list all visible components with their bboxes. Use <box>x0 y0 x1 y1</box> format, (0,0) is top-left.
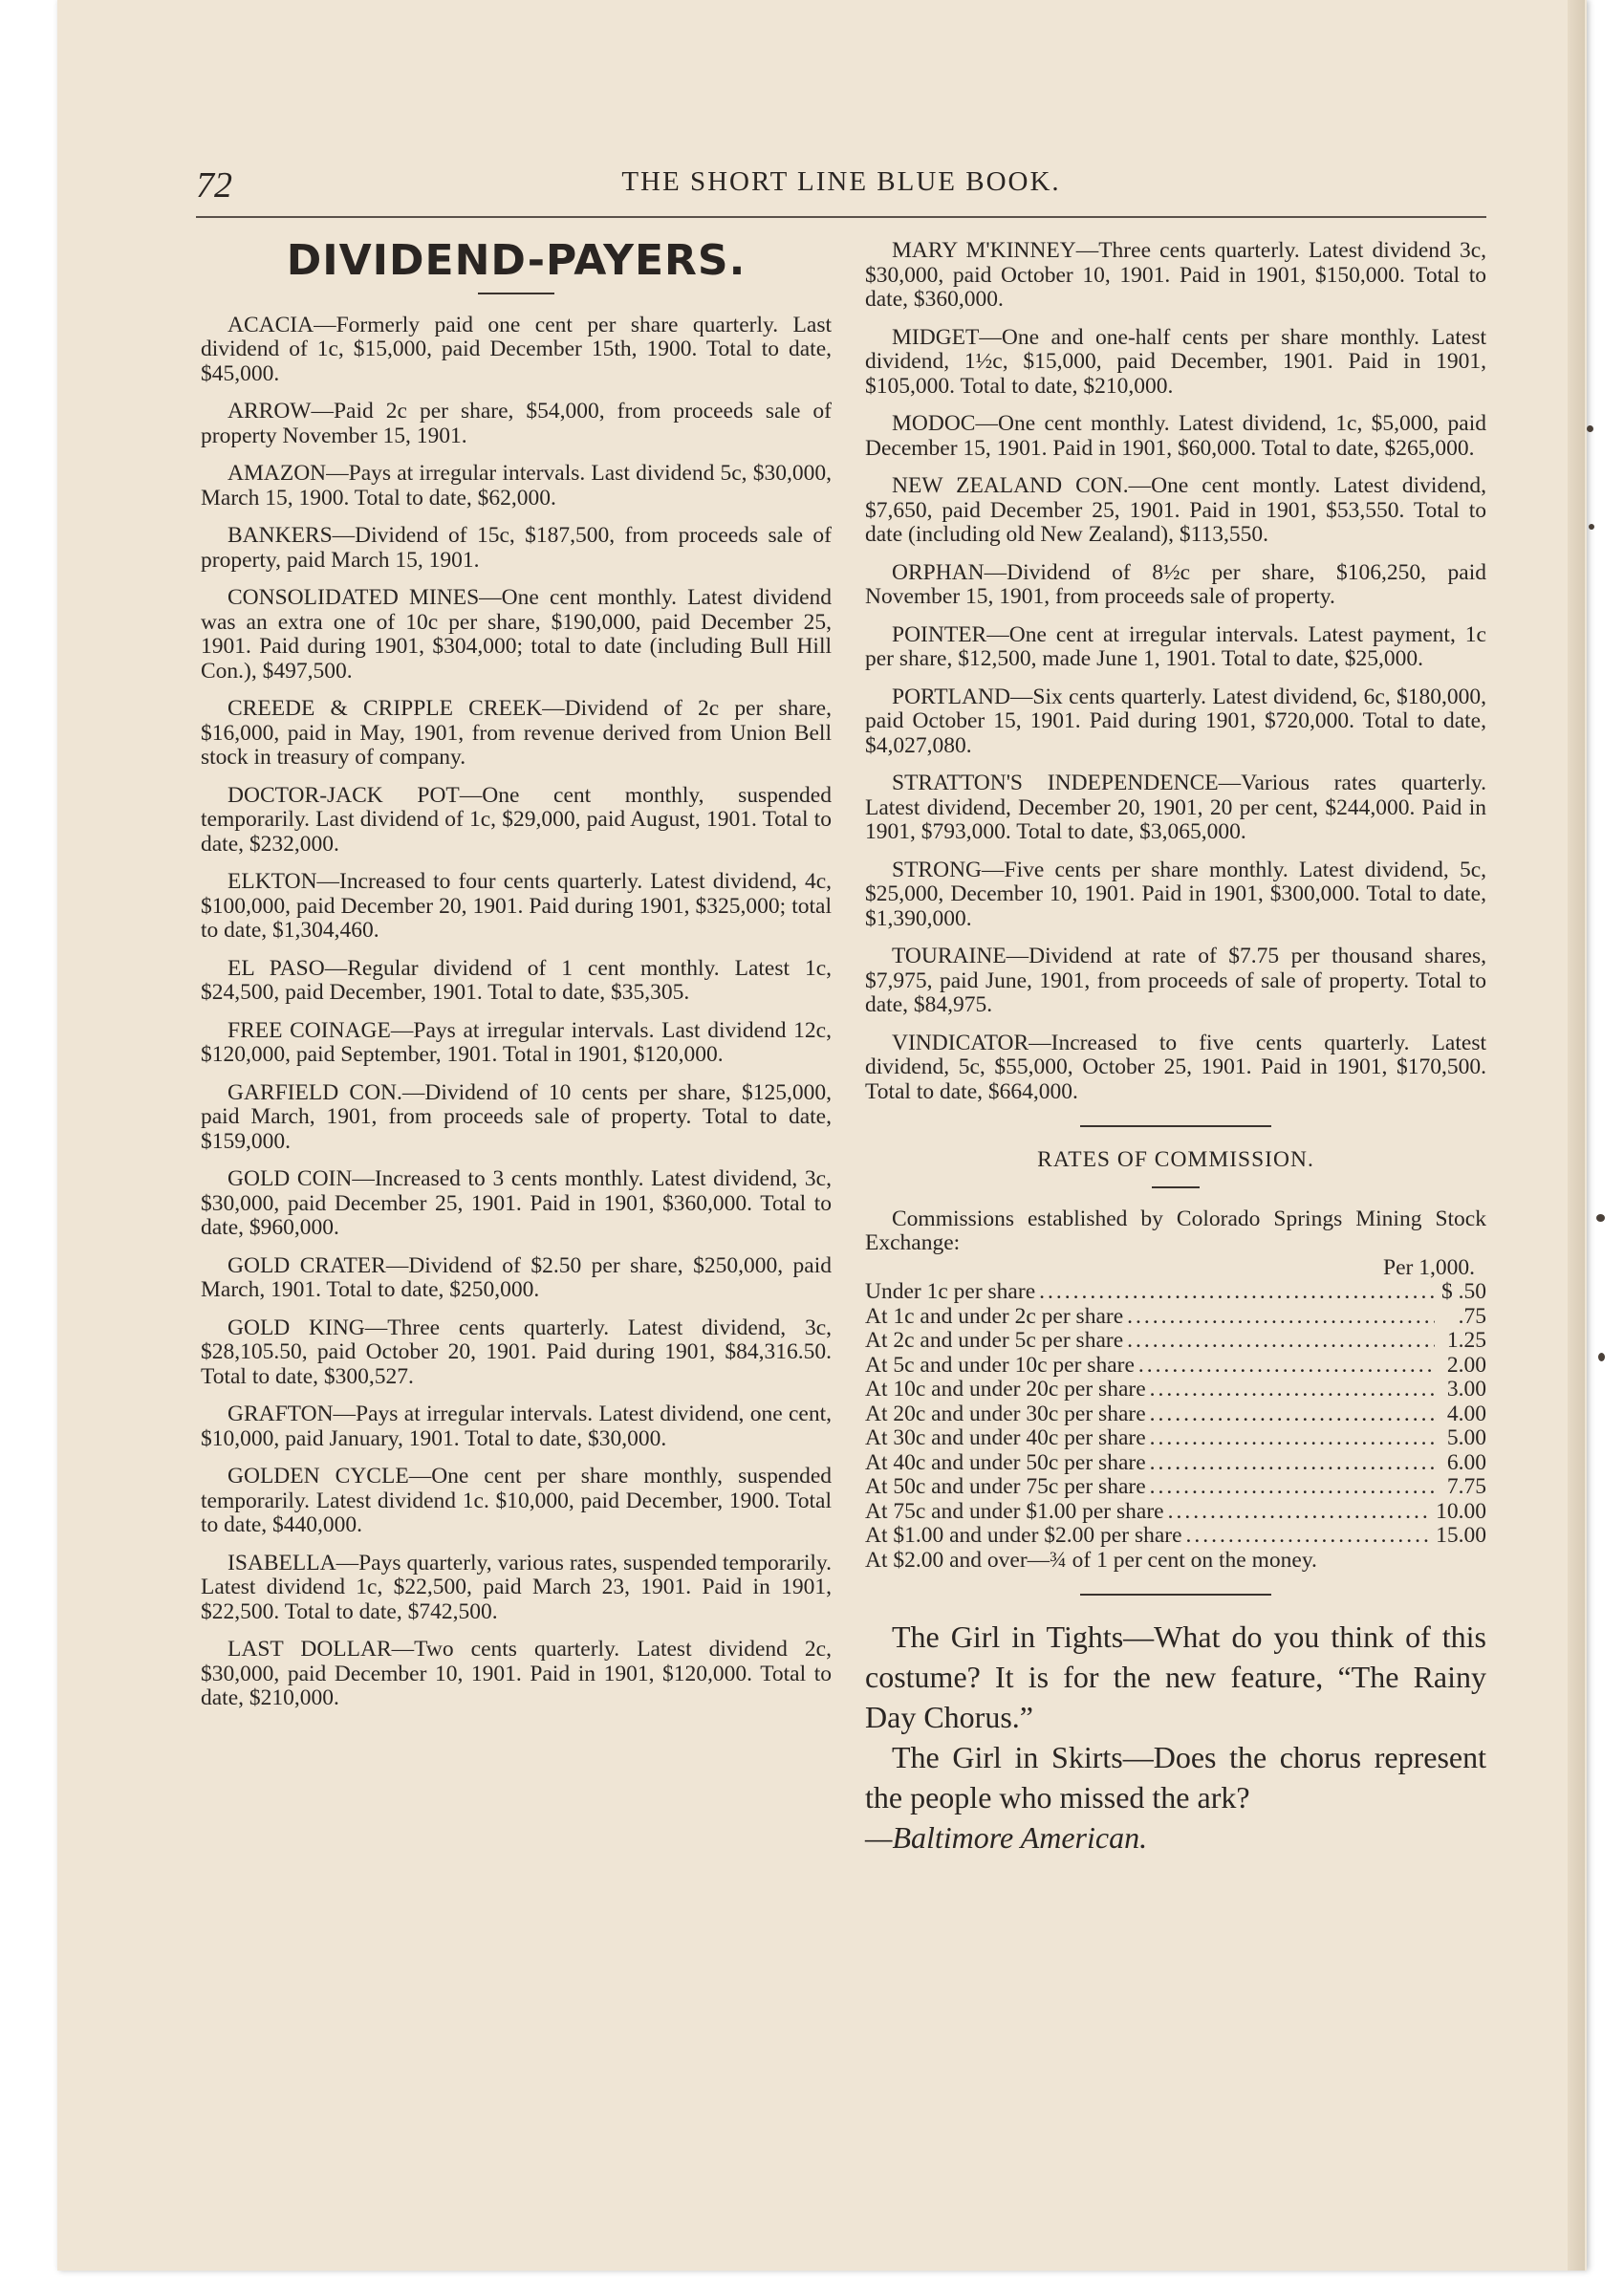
rate-row-last: At $2.00 and over—¾ of 1 per cent on the money. <box>865 1547 1317 1573</box>
rates-per-label: Per 1,000. <box>1383 1254 1475 1280</box>
page-number: 72 <box>196 165 232 206</box>
dividend-entry-bankers: BANKERS—Dividend of 15c, $187,500, from proceeds sale of property, paid March 15, 1901. <box>201 523 832 573</box>
dividend-entry-new-zealand-con: NEW ZEALAND CON.—One cent montly. Latest dividend, $7,650, paid December 25, 1901. Paid in 1901, $53,550. Total to date (including old New Zealand), $113,550. <box>865 473 1486 547</box>
dividend-entry-vindicator: VINDICATOR—Increased to five cents quarterly. Latest dividend, 5c, $55,000, October 25, 1901. Paid in 1901, $170,500. Total to date, $664,000. <box>865 1030 1486 1104</box>
right-column <box>865 239 1486 1858</box>
dividend-entry-isabella: ISABELLA—Pays quarterly, various rates, suspended temporarily. Latest dividend 1c, $22,500, paid March 23, 1901. Paid in 1901, $22,500. Total to date, $742,500. <box>201 1550 832 1624</box>
rate-row <box>865 1378 1486 1402</box>
rate-row <box>865 1280 1486 1305</box>
dividend-entry-amazon: AMAZON—Pays at irregular intervals. Last dividend 5c, $30,000, March 15, 1900. Total to date, $62,000. <box>201 461 832 511</box>
dividend-entry-creede-cripple-creek: CREEDE & CRIPPLE CREEK—Dividend of 2c per share, $16,000, paid in May, 1901, from revenue derived from Union Bell stock in treasury of company. <box>201 696 832 770</box>
rate-value: 5.00 <box>1446 1425 1486 1450</box>
rate-leader-dots <box>1186 1524 1433 1549</box>
rate-leader-dots <box>1150 1378 1435 1402</box>
rate-value: 10.00 <box>1436 1498 1486 1524</box>
rate-value: 7.75 <box>1446 1474 1486 1499</box>
rate-label: Under 1c per share <box>865 1279 1036 1304</box>
rate-row <box>865 1426 1486 1451</box>
heading-rule <box>478 293 554 294</box>
rate-leader-dots <box>1138 1354 1435 1379</box>
rates-table <box>865 1280 1486 1573</box>
dividend-entry-portland: PORTLAND—Six cents quarterly. Latest dividend, 6c, $180,000, paid October 15, 1901. Paid during 1901, $720,000. Total to date, $4,027,080. <box>865 684 1486 758</box>
rates-title-rule <box>1152 1186 1200 1188</box>
dividend-entry-garfield-con: GARFIELD CON.—Dividend of 10 cents per share, $125,000, paid March, 1901, from proceeds sale of property. Total to date, $159,000. <box>201 1079 832 1154</box>
paper-speck <box>1596 1214 1605 1222</box>
dividend-entry-mary-mckinney: MARY M'KINNEY—Three cents quarterly. Latest dividend 3c, $30,000, paid October 10, 1901. Paid in 1901, $150,000. Total to date, $360,000. <box>865 238 1486 312</box>
dividend-entry-el-paso: EL PASO—Regular dividend of 1 cent monthly. Latest 1c, $24,500, paid December, 1901. Total to date, $35,305. <box>201 955 832 1005</box>
rate-leader-dots <box>1127 1329 1435 1354</box>
dividend-entry-grafton: GRAFTON—Pays at irregular intervals. Latest dividend, one cent, $10,000, paid January, 1901. Total to date, $30,000. <box>201 1402 832 1451</box>
joke-line-skirts: The Girl in Skirts—Does the chorus represent the people who missed the ark? <box>865 1740 1486 1815</box>
rate-leader-dots <box>1127 1305 1435 1330</box>
rate-leader-dots <box>1039 1280 1435 1305</box>
rate-leader-dots <box>1150 1426 1435 1451</box>
joke-block <box>865 1617 1486 1858</box>
rate-row <box>865 1475 1486 1500</box>
paper-speck <box>1587 425 1593 432</box>
dividend-entry-doctor-jack-pot: DOCTOR-JACK POT—One cent monthly, suspended temporarily. Last dividend of 1c, $29,000, paid August, 1901. Total to date, $232,000. <box>201 782 832 857</box>
rate-row <box>865 1354 1486 1379</box>
dividend-entry-touraine: TOURAINE—Dividend at rate of $7.75 per thousand shares, $7,975, paid June, 1901, from proceeds of sale of property. Total to date, $84,975. <box>865 944 1486 1017</box>
page-header <box>196 163 1486 218</box>
rate-value: 1.25 <box>1446 1328 1486 1353</box>
rate-label: At 5c and under 10c per share <box>865 1352 1135 1378</box>
rate-label: At $1.00 and under $2.00 per share <box>865 1523 1182 1548</box>
rate-label: At 10c and under 20c per share <box>865 1377 1146 1402</box>
rate-value: .75 <box>1458 1303 1486 1329</box>
rate-leader-dots <box>1150 1475 1435 1500</box>
paper-speck <box>1598 1353 1605 1361</box>
dividend-entry-last-dollar: LAST DOLLAR—Two cents quarterly. Latest dividend 2c, $30,000, paid December 10, 1901. Paid in 1901, $120,000. Total to date, $210,000. <box>201 1637 832 1710</box>
dividend-entry-gold-crater: GOLD CRATER—Dividend of $2.50 per share, $250,000, paid March, 1901. Total to date, $250,000. <box>201 1252 832 1302</box>
rate-row <box>865 1524 1486 1549</box>
rate-label: At 1c and under 2c per share <box>865 1303 1124 1329</box>
page-edge <box>1568 0 1585 2271</box>
rate-label: At 2c and under 5c per share <box>865 1328 1124 1353</box>
left-column <box>201 236 832 1725</box>
dividend-entry-elkton: ELKTON—Increased to four cents quarterly. Latest dividend, 4c, $100,000, paid December 20, 1901. Paid during 1901, $325,000; total to date, $1,304,460. <box>201 869 832 943</box>
joke-line-tights: The Girl in Tights—What do you think of this costume? It is for the new feature, “The Rainy Day Chorus.” <box>865 1619 1486 1734</box>
rate-value: 15.00 <box>1436 1523 1486 1548</box>
rate-value: 6.00 <box>1446 1449 1486 1475</box>
rate-row <box>865 1305 1486 1330</box>
dividend-entry-pointer: POINTER—One cent at irregular intervals. Latest payment, 1c per share, $12,500, made June 1, 1901. Total to date, $25,000. <box>865 621 1486 671</box>
rate-leader-dots <box>1150 1402 1435 1427</box>
dividend-entry-gold-king: GOLD KING—Three cents quarterly. Latest dividend, 3c, $28,105.50, paid October 20, 1901. Paid during 1901, $84,316.50. Total to date, $300,527. <box>201 1315 832 1389</box>
dividend-entry-strong: STRONG—Five cents per share monthly. Latest dividend, 5c, $25,000, December 10, 1901. Paid in 1901, $300,000. Total to date, $1,390,000. <box>865 857 1486 931</box>
rate-value: 2.00 <box>1446 1352 1486 1378</box>
dividend-entry-modoc: MODOC—One cent monthly. Latest dividend, 1c, $5,000, paid December 15, 1901. Paid in 1901, $60,000. Total to date, $265,000. <box>865 411 1486 461</box>
dividend-entry-gold-coin: GOLD COIN—Increased to 3 cents monthly. Latest dividend, 3c, $30,000, paid December 25, 1901. Paid in 1901, $360,000. Total to date, $960,000. <box>201 1166 832 1240</box>
section-divider <box>1080 1594 1271 1596</box>
dividend-entry-free-coinage: FREE COINAGE—Pays at irregular intervals. Last dividend 12c, $120,000, paid September, 1901. Total in 1901, $120,000. <box>201 1017 832 1067</box>
rate-value: 3.00 <box>1446 1377 1486 1402</box>
dividend-entry-consolidated-mines: CONSOLIDATED MINES—One cent monthly. Latest dividend was an extra one of 10c per share, $190,000, paid December 25, 1901. Paid during 1901, $304,000; total to date (including Bull Hill Con.), $497,500. <box>201 585 832 684</box>
section-divider <box>1080 1125 1271 1127</box>
rate-leader-dots <box>1168 1500 1433 1525</box>
dividend-entry-arrow: ARROW—Paid 2c per share, $54,000, from proceeds sale of property November 15, 1901. <box>201 399 832 448</box>
rate-label: At 75c and under $1.00 per share <box>865 1498 1164 1524</box>
dividend-entry-strattons-independence: STRATTON'S INDEPENDENCE—Various rates quarterly. Latest dividend, December 20, 1901, 20 per cent, $244,000. Paid in 1901, $793,000. Total to date, $3,065,000. <box>865 771 1486 844</box>
rate-label: At 50c and under 75c per share <box>865 1474 1146 1499</box>
rates-title: RATES OF COMMISSION. <box>1037 1147 1314 1172</box>
rate-row <box>865 1500 1486 1525</box>
section-heading: DIVIDEND-PAYERS. <box>286 236 747 285</box>
dividend-entry-orphan: ORPHAN—Dividend of 8½c per share, $106,250, paid November 15, 1901, from proceeds sale of property. <box>865 559 1486 609</box>
rate-row <box>865 1402 1486 1427</box>
joke-credit: —Baltimore American. <box>865 1820 1148 1855</box>
dividend-entry-midget: MIDGET—One and one-half cents per share monthly. Latest dividend, 1½c, $15,000, paid December, 1901. Paid in 1901, $105,000. Total to date, $210,000. <box>865 324 1486 399</box>
rate-value: $ .50 <box>1441 1279 1486 1304</box>
rate-value: 4.00 <box>1446 1401 1486 1426</box>
rate-row <box>865 1451 1486 1476</box>
rate-leader-dots <box>1150 1451 1435 1476</box>
dividend-entry-golden-cycle: GOLDEN CYCLE—One cent per share monthly, suspended temporarily. Latest dividend 1c. $10,000, paid December, 1900. Total to date, $440,000. <box>201 1464 832 1537</box>
rates-intro: Commissions established by Colorado Springs Mining Stock Exchange: <box>865 1206 1486 1255</box>
rate-row <box>865 1329 1486 1354</box>
rate-label: At 20c and under 30c per share <box>865 1401 1146 1426</box>
dividend-entry-acacia: ACACIA—Formerly paid one cent per share quarterly. Last dividend of 1c, $15,000, paid December 15th, 1900. Total to date, $45,000. <box>201 312 832 386</box>
running-title: THE SHORT LINE BLUE BOOK. <box>621 166 1061 197</box>
rate-label: At 30c and under 40c per share <box>865 1425 1146 1450</box>
rate-label: At 40c and under 50c per share <box>865 1449 1146 1475</box>
paper-speck <box>1589 524 1594 530</box>
